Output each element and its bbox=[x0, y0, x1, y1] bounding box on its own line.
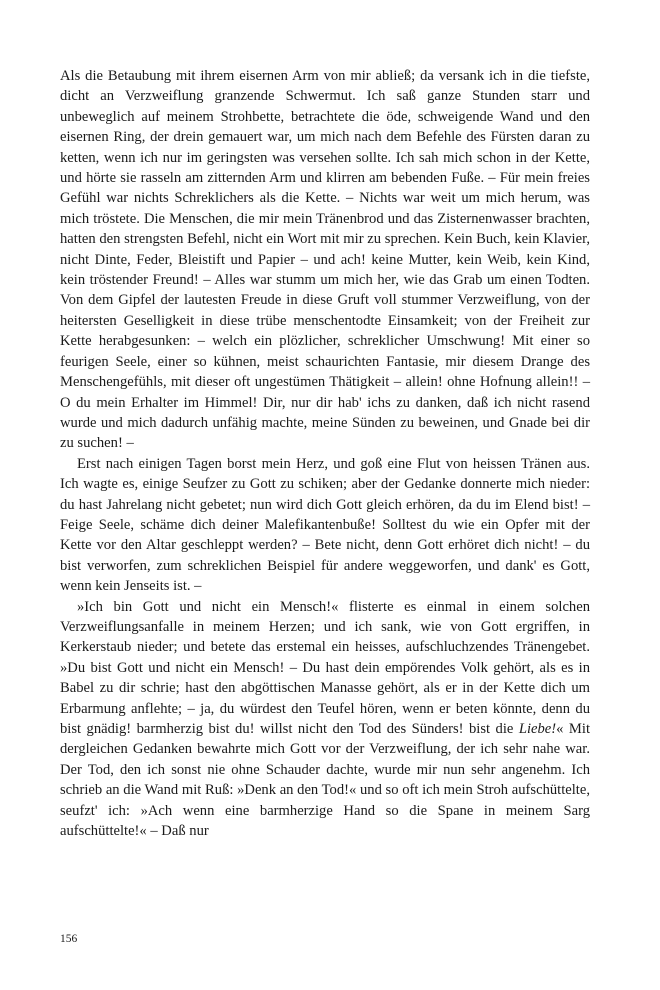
paragraph-3-text-end: « Mit dergleichen Gedanken bewahrte mich Gott vor der Verzweiflung, der ich sehr nahe war. Der Tod, den ich sonst nie ohne Schauder dachte, wurde mir nun sehr angenehm. Ich schrieb an die Wand mit Ruß: »Denk an den Tod!« und so oft ich mein Stroh aufschüttelte, seufzt' ich: »Ach wenn eine barmherzige Hand so die Spane in meinem Sarg aufschüttelte!« – Daß nur bbox=[60, 721, 591, 840]
paragraph-3 bbox=[60, 597, 590, 842]
paragraph-1: Als die Betaubung mit ihrem eisernen Arm von mir abließ; da versank ich in die tiefste, dicht an Verzweiflung granzende Schwermut. Ich saß ganze Stunden starr und unbeweglich auf meinem Strohbette, betrachtete die öde, schweigende Wand und den eisernen Ring, der drein gemauert war, um mich nach dem Befehle des Fürsten daran zu ketten, wenn ich nur im geringsten was versehen sollte. Ich sah mich schon in der Kette, und hörte sie rasseln am zitternden Arm und klirren am bebenden Fuße. – Für mein freies Gefühl war nichts Schreklichers als die Kette. – Nichts war weit um mich herum, was mich tröstete. Die Menschen, die mir mein Tränenbrod und das Zisternenwasser brachten, hatten den strengsten Befehl, nicht ein Wort mit mir zu sprechen. Kein Buch, kein Klavier, nicht Dinte, Feder, Bleistift und Papier – und ach! keine Mutter, kein Weib, kein Kind, kein tröstender Freund! – Alles war stumm um mich her, wie das Grab um einen Todten. Von dem Gipfel der lautesten Freude in diese Gruft voll stummer Verzweiflung, von der heitersten Geselligkeit in diese trübe menschentodte Einsamkeit; von der Freiheit zur Kette herabgesunken: – welch ein plözlicher, schreklicher Umschwung! Mit einer so feurigen Seele, einer so kühnen, meist schaurichten Fantasie, mir diesem Drange des Menschengefühls, mit dieser oft ungestümen Thätigkeit – allein! ohne Hofnung allein!! – O du mein Erhalter im Himmel! Dir, nur dir hab' ichs zu danken, daß ich nicht rasend wurde und mich dadurch unfähig machte, meine Sünden zu beweinen, und Gnade bei dir zu suchen! – bbox=[60, 68, 590, 452]
paragraph-3-text-start: »Ich bin Gott und nicht ein Mensch!« flisterte es einmal in einem solchen Verzweiflungsanfalle in meinem Herzen; und ich sank, wie von Gott ergriffen, in Kerkerstaub nieder; und betete das erstemal ein heisses, aufschluchzendes Tränengebet. »Du bist Gott und nicht ein Mensch! – Du hast dein empörendes Volk gehört, als es in Babel zu dir schrie; hast den abgöttischen Manasse gehört, als er in der Kette dich um Erbarmung anflehte; – ja, du würdest den Teufel hören, wenn er beten könnte, denn du bist gnädig! barmherzig bist du! willst nicht den Tod des Sünders! bist die bbox=[60, 598, 590, 737]
book-page-body bbox=[60, 66, 590, 841]
paragraph-2: Erst nach einigen Tagen borst mein Herz, und goß eine Flut von heissen Tränen aus. Ich wagte es, einige Seufzer zu Gott zu schiken; aber der Gedanke donnerte mich nieder: du hast Jahrelang nicht gebetet; nun wird dich Gott gleich erhören, da du im Elend bist! – Feige Seele, schäme dich deiner Malefikantenbuße! Solltest du wie ein Opfer mit der Kette vor den Altar geschleppt werden? – Bete nicht, denn Gott erhöret dich nicht! – du bist verworfen, zum schreklichen Beispiel für andere weggeworfen, und dank' es Gott, wenn kein Jenseits ist. – bbox=[60, 455, 590, 595]
italic-emphasis: Liebe! bbox=[518, 721, 557, 737]
page-number: 156 bbox=[60, 933, 78, 945]
